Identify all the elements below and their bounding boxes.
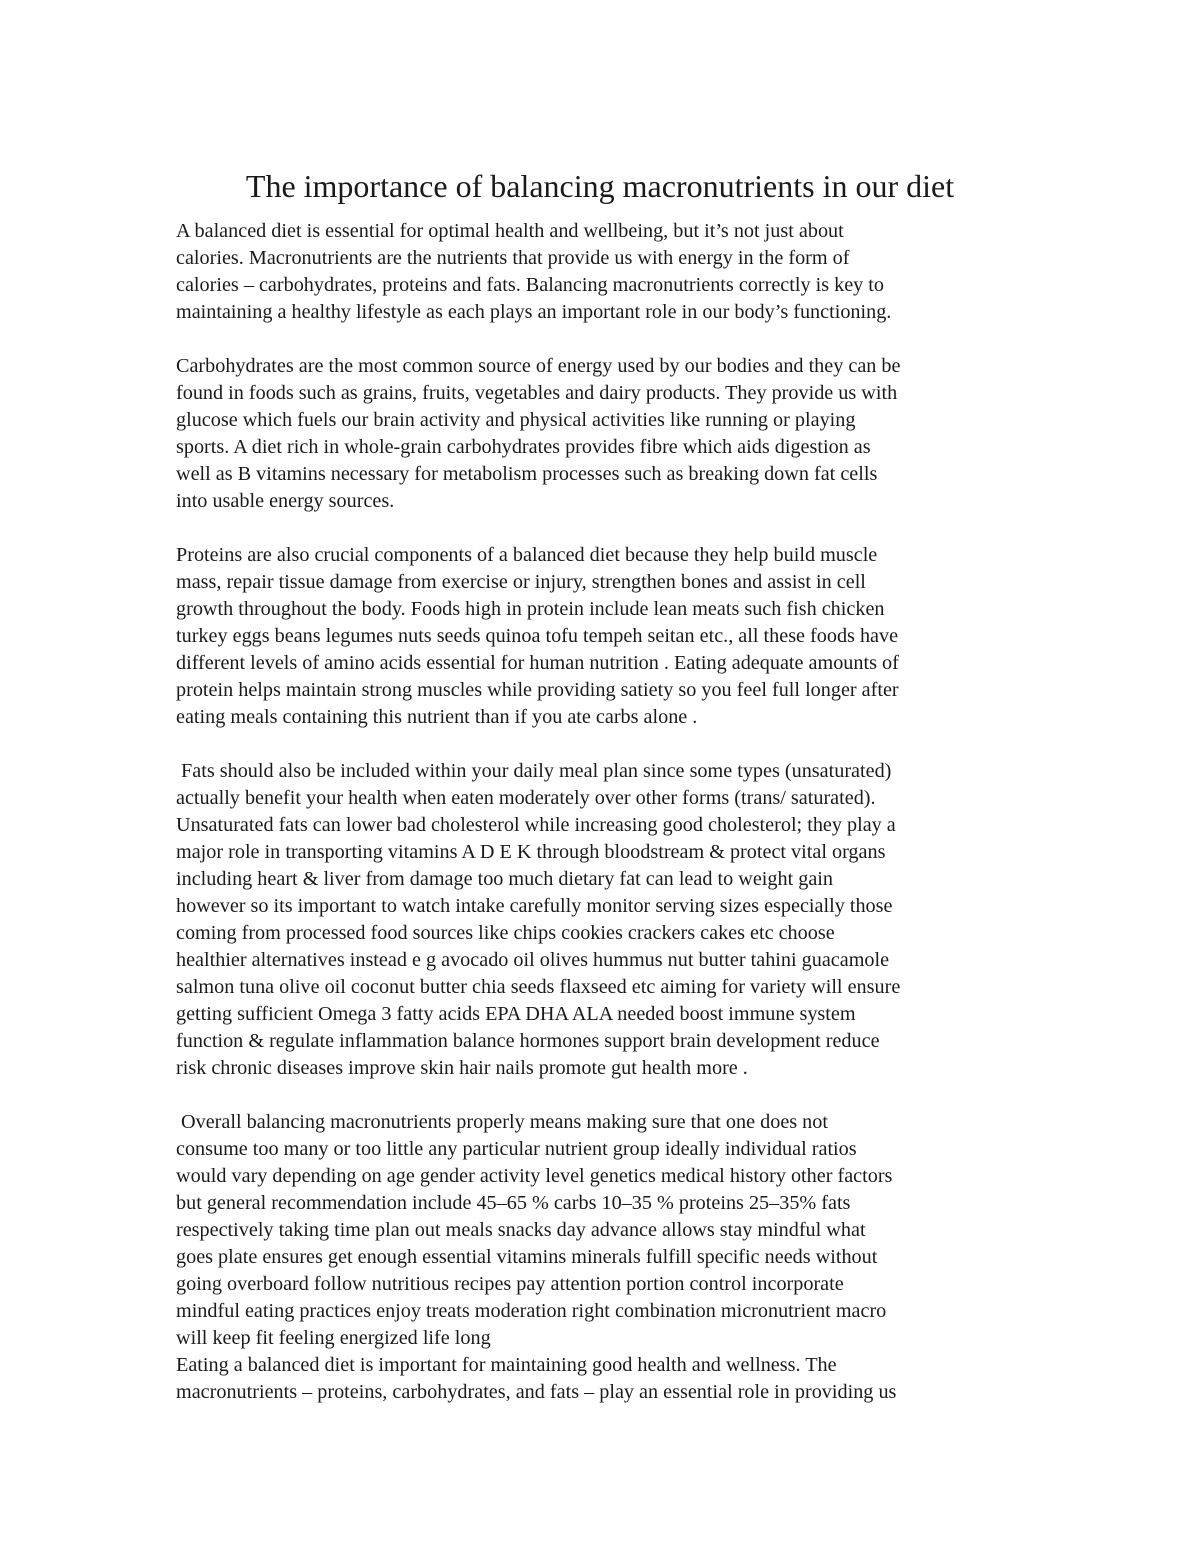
text-line: sports. A diet rich in whole-grain carbohydrates provides fibre which aids digestion as <box>176 436 871 458</box>
text-line: protein helps maintain strong muscles while providing satiety so you feel full longer after <box>176 679 899 701</box>
text-line: including heart & liver from damage too much dietary fat can lead to weight gain <box>176 868 833 890</box>
text-line: well as B vitamins necessary for metabolism processes such as breaking down fat cells <box>176 463 878 485</box>
text-line: Eating a balanced diet is important for maintaining good health and wellness. The <box>176 1354 837 1376</box>
text-line: however so its important to watch intake carefully monitor serving sizes especially those <box>176 895 893 917</box>
text-line: macronutrients – proteins, carbohydrates, and fats – play an essential role in providing us <box>176 1381 897 1403</box>
text-line: turkey eggs beans legumes nuts seeds quinoa tofu tempeh seitan etc., all these foods have <box>176 625 899 647</box>
paragraph-proteins <box>176 542 1036 731</box>
text-line: Proteins are also crucial components of a balanced diet because they help build muscle <box>176 544 878 566</box>
text-line: into usable energy sources. <box>176 490 395 512</box>
text-line: Unsaturated fats can lower bad cholesterol while increasing good cholesterol; they play a <box>176 814 896 836</box>
text-line: actually benefit your health when eaten moderately over other forms (trans/ saturated). <box>176 787 876 809</box>
text-line: glucose which fuels our brain activity and physical activities like running or playing <box>176 409 856 431</box>
text-line: going overboard follow nutritious recipes pay attention portion control incorporate <box>176 1273 844 1295</box>
text-line: Overall balancing macronutrients properly means making sure that one does not <box>176 1111 828 1133</box>
text-line: salmon tuna olive oil coconut butter chia seeds flaxseed etc aiming for variety will ensure <box>176 976 901 998</box>
text-line: calories. Macronutrients are the nutrients that provide us with energy in the form of <box>176 247 850 269</box>
text-line: mindful eating practices enjoy treats moderation right combination micronutrient macro <box>176 1300 887 1322</box>
paragraph-fats <box>176 758 1036 1082</box>
document-body <box>176 218 1036 1406</box>
text-line: healthier alternatives instead e g avocado oil olives hummus nut butter tahini guacamole <box>176 949 890 971</box>
text-line: Carbohydrates are the most common source of energy used by our bodies and they can be <box>176 355 901 377</box>
text-line: coming from processed food sources like chips cookies crackers cakes etc choose <box>176 922 835 944</box>
text-line: will keep fit feeling energized life long <box>176 1327 491 1349</box>
text-line: risk chronic diseases improve skin hair nails promote gut health more . <box>176 1057 748 1079</box>
text-line: mass, repair tissue damage from exercise or injury, strengthen bones and assist in cell <box>176 571 866 593</box>
text-line: different levels of amino acids essential for human nutrition . Eating adequate amounts of <box>176 652 899 674</box>
text-line: found in foods such as grains, fruits, vegetables and dairy products. They provide us with <box>176 382 898 404</box>
paragraph-spacer <box>176 1082 1036 1109</box>
text-line: eating meals containing this nutrient than if you ate carbs alone . <box>176 706 698 728</box>
text-line: would vary depending on age gender activity level genetics medical history other factors <box>176 1165 893 1187</box>
text-line: major role in transporting vitamins A D E K through bloodstream & protect vital organs <box>176 841 886 863</box>
text-line: but general recommendation include 45–65 % carbs 10–35 % proteins 25–35% fats <box>176 1192 851 1214</box>
paragraph-spacer <box>176 515 1036 542</box>
paragraph-overall <box>176 1109 1036 1406</box>
document-title: The importance of balancing macronutrients in our diet <box>245 168 955 204</box>
text-line: growth throughout the body. Foods high in protein include lean meats such fish chicken <box>176 598 885 620</box>
text-line: calories – carbohydrates, proteins and fats. Balancing macronutrients correctly is key to <box>176 274 885 296</box>
text-line: maintaining a healthy lifestyle as each plays an important role in our body’s functioning. <box>176 301 892 323</box>
paragraph-carbohydrates <box>176 353 1036 515</box>
text-line: getting sufficient Omega 3 fatty acids EPA DHA ALA needed boost immune system <box>176 1003 856 1025</box>
text-line: consume too many or too little any particular nutrient group ideally individual ratios <box>176 1138 857 1160</box>
paragraph-intro <box>176 218 1036 326</box>
text-line: Fats should also be included within your daily meal plan since some types (unsaturated) <box>176 760 892 782</box>
text-line: function & regulate inflammation balance hormones support brain development reduce <box>176 1030 880 1052</box>
text-line: respectively taking time plan out meals snacks day advance allows stay mindful what <box>176 1219 866 1241</box>
text-line: A balanced diet is essential for optimal health and wellbeing, but it’s not just about <box>176 220 844 242</box>
text-line: goes plate ensures get enough essential vitamins minerals fulfill specific needs without <box>176 1246 878 1268</box>
paragraph-spacer <box>176 731 1036 758</box>
paragraph-spacer <box>176 326 1036 353</box>
